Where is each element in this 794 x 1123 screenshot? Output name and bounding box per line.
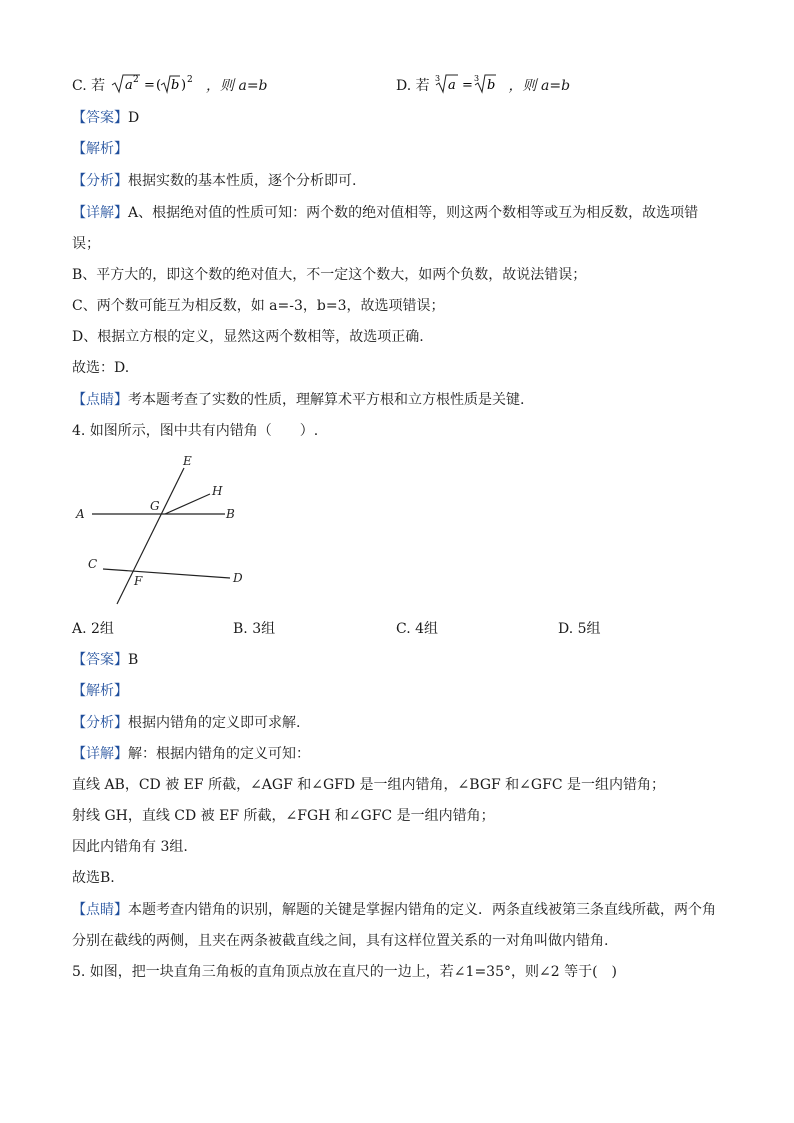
q4-answer — [72, 650, 732, 670]
svg-text:2: 2 — [132, 75, 139, 85]
dianjing-tag: 【点睛】 — [72, 902, 128, 918]
q3-xiangjie-a — [72, 203, 732, 223]
line-cd — [103, 569, 230, 578]
svg-text:2: 2 — [186, 75, 193, 85]
q4-line-1: 直线 AB，CD 被 EF 所截，∠AGF 和∠GFD 是一组内错角，∠BGF 和∠GFC 是一组内错角； — [72, 777, 665, 793]
q3-option-c-formula — [110, 75, 206, 94]
q3-xiangjie-a-cont: 误； — [72, 236, 100, 252]
q3-dianjing — [72, 390, 732, 410]
q3-xiangjie-d: D、根据立方根的定义，显然这两个数相等，故选项正确. — [72, 329, 424, 345]
q3-xiangjie-b: B、平方大的，即这个数的绝对值大，不一定这个数大，如两个负数，故说法错误； — [72, 267, 587, 283]
label-e: E — [183, 454, 192, 468]
q4-fenxi — [72, 713, 732, 733]
q3-option-d-then: ，则 a=b — [508, 78, 571, 94]
q3-fenxi — [72, 171, 732, 191]
svg-text:=: = — [143, 78, 155, 93]
xiangjie-text: 解：根据内错角的定义可知： — [128, 746, 310, 762]
fenxi-tag: 【分析】 — [72, 173, 128, 189]
label-c: C — [88, 557, 98, 571]
fenxi-tag: 【分析】 — [72, 715, 128, 731]
answer-tag: 【答案】 — [72, 652, 128, 668]
answer-value: D — [128, 110, 140, 126]
q5-stem: 5. 如图，把一块直角三角板的直角顶点放在直尺的一边上，若∠1=35°，则∠2 等于( ) — [72, 964, 618, 980]
q4-choose: 故选B. — [72, 870, 115, 886]
q3-option-c-then: ，则 a=b — [206, 78, 268, 94]
q3-option-c-label: C. 若 — [72, 78, 106, 94]
q4-option-a: A. 2组 — [72, 621, 114, 637]
svg-text:b: b — [170, 78, 179, 93]
q3-option-d-label: D. 若 — [396, 78, 430, 94]
ray-gh — [165, 494, 210, 514]
q4-dianjing-cont: 分别在截线的两侧，且夹在两条被截直线之间，具有这样位置关系的一对角叫做内错角. — [72, 933, 609, 949]
dianjing-text: 本题考查内错角的识别，解题的关键是掌握内错角的定义．两条直线被第三条直线所截，两个角 — [128, 902, 716, 918]
xiangjie-tag: 【详解】 — [72, 205, 128, 221]
q3-option-d — [396, 72, 570, 96]
q4-option-c: C. 4组 — [396, 621, 439, 637]
answer-value: B — [128, 652, 139, 668]
cube-root-formula-icon — [434, 72, 504, 96]
dianjing-tag: 【点睛】 — [72, 392, 128, 408]
xiangjie-tag: 【详解】 — [72, 746, 128, 762]
label-d: D — [233, 571, 243, 585]
fenxi-text: 根据实数的基本性质，逐个分析即可. — [128, 173, 357, 189]
q4-stem: 4. 如图所示，图中共有内错角（ ）. — [72, 423, 319, 439]
q4-analysis-tag — [72, 681, 732, 701]
sqrt-formula-icon — [110, 72, 202, 96]
q4-option-d: D. 5组 — [558, 621, 601, 637]
label-b: B — [226, 507, 235, 521]
label-h: H — [212, 484, 223, 498]
q3-option-c — [72, 72, 268, 96]
label-a: A — [76, 507, 85, 521]
label-f: F — [134, 574, 143, 588]
svg-text:3: 3 — [435, 74, 441, 83]
answer-tag: 【答案】 — [72, 110, 128, 126]
q3-xiangjie-c: C、两个数可能互为相反数，如 a=-3，b=3，故选项错误； — [72, 298, 445, 314]
analysis-tag: 【解析】 — [72, 141, 128, 157]
q4-line-2: 射线 GH，直线 CD 被 EF 所截，∠FGH 和∠GFC 是一组内错角； — [72, 808, 495, 824]
q3-analysis-tag — [72, 139, 732, 159]
analysis-tag: 【解析】 — [72, 683, 128, 699]
q4-xiangjie — [72, 744, 732, 764]
q3-choose: 故选：D. — [72, 360, 130, 376]
q4-figure-diagram — [70, 450, 260, 610]
q3-option-d-formula — [434, 74, 508, 94]
svg-text:a: a — [124, 78, 133, 93]
svg-text:=: = — [462, 78, 473, 93]
svg-text:b: b — [487, 78, 496, 93]
svg-text:a: a — [448, 78, 456, 93]
line-ef — [117, 468, 184, 604]
svg-text:(: ( — [155, 78, 161, 93]
svg-text:): ) — [180, 78, 186, 93]
xiangjie-a-text: A、根据绝对值的性质可知：两个数的绝对值相等，则这两个数相等或互为相反数，故选项错 — [128, 205, 699, 221]
svg-text:3: 3 — [474, 74, 480, 83]
q4-dianjing — [72, 900, 732, 920]
q4-line-3: 因此内错角有 3组. — [72, 839, 188, 855]
label-g: G — [150, 499, 160, 513]
fenxi-text: 根据内错角的定义即可求解. — [128, 715, 301, 731]
q3-answer — [72, 108, 732, 128]
dianjing-text: 考本题考查了实数的性质，理解算术平方根和立方根性质是关键. — [128, 392, 525, 408]
q4-option-b: B. 3组 — [233, 621, 276, 637]
